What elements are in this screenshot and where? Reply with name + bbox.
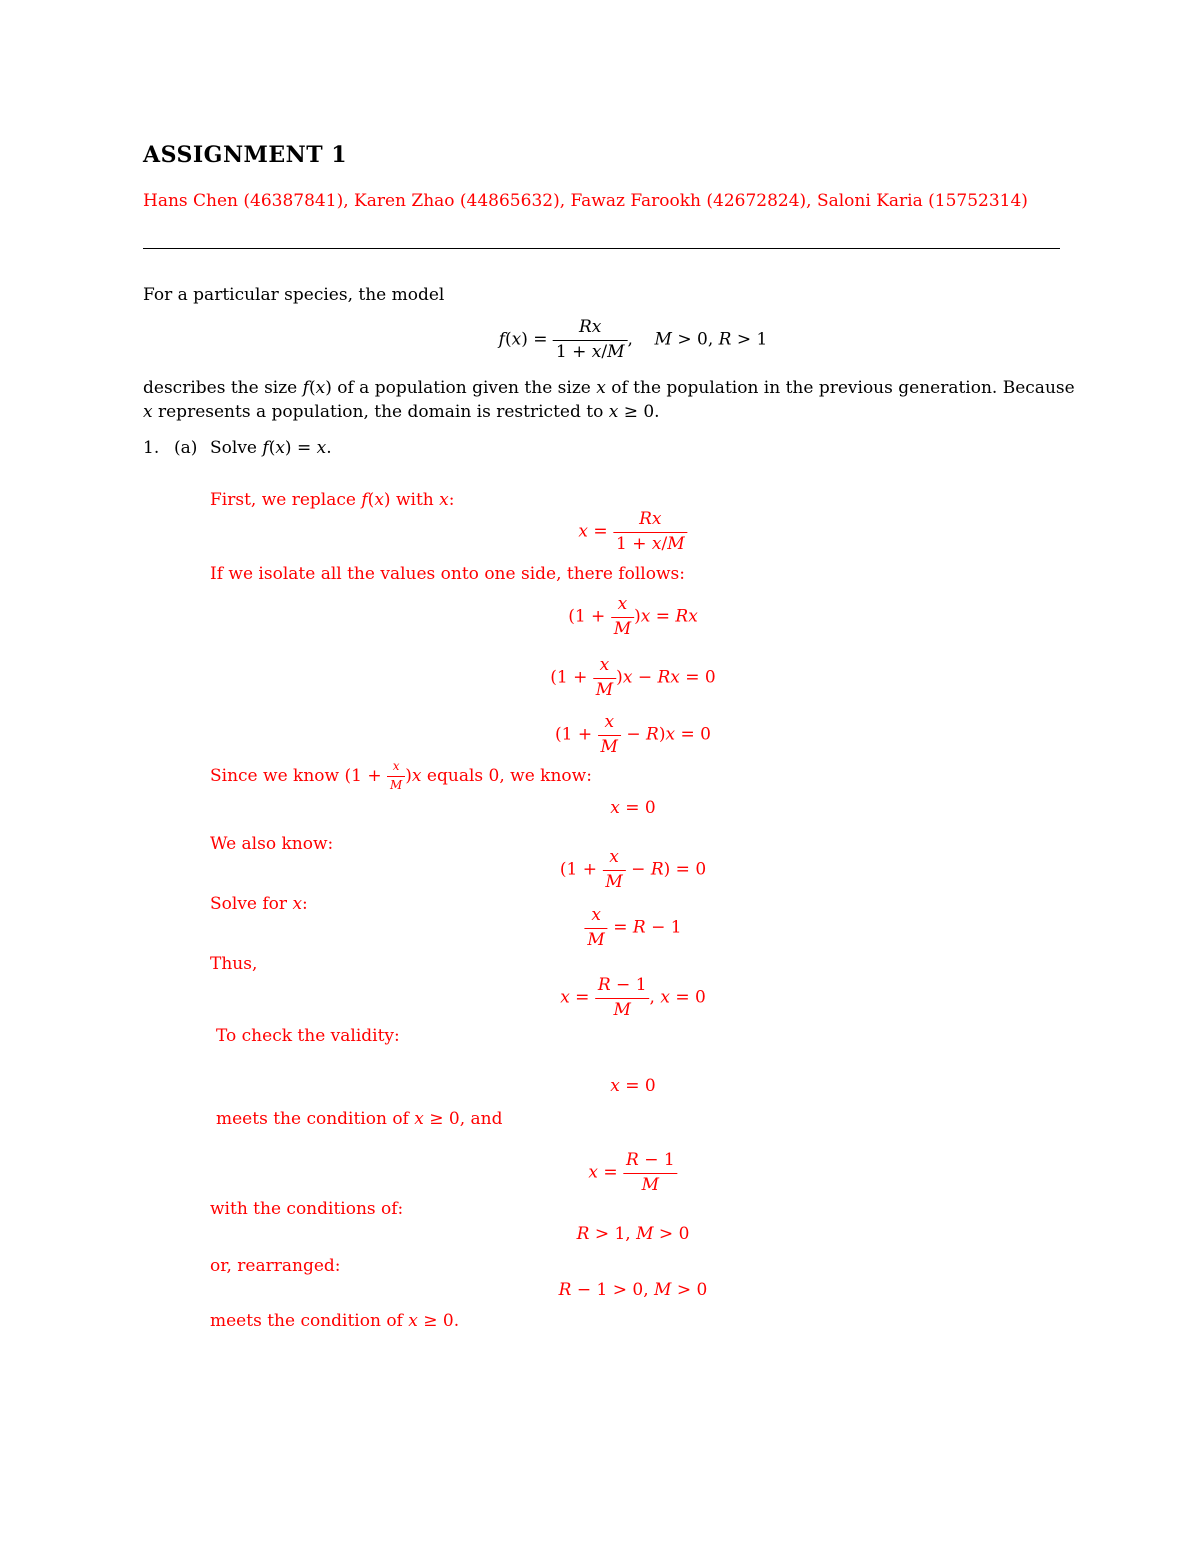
- equation-bracket-zero: (1 + $\frac{x}{M}$ − R) = 0: [559, 847, 707, 892]
- equation-conditions: R > 1, M > 0: [576, 1224, 690, 1244]
- solution-step-8: meets the condition of x ≥ 0, and: [216, 1109, 503, 1129]
- solution-step-1: First, we replace f(x) with x:: [210, 490, 455, 510]
- question-part: (a): [174, 438, 198, 458]
- equation-x-equals-model: x = $\frac{Rx}{1 + x/M}$: [578, 510, 687, 554]
- equation-x-zero-1: x = 0: [610, 798, 656, 818]
- page-title: ASSIGNMENT 1: [143, 142, 348, 168]
- question-number: 1.: [143, 438, 160, 458]
- equation-rearranged: R − 1 > 0, M > 0: [558, 1280, 708, 1300]
- equation-solutions: x = $\frac{R - 1}{M}$ , x = 0: [560, 975, 706, 1020]
- intro-lead: For a particular species, the model: [143, 285, 445, 305]
- equation-x-over-m: $\frac{x}{M}$ = R − 1: [584, 906, 681, 950]
- equation-x-zero-2: x = 0: [610, 1076, 656, 1096]
- solution-step-4: We also know:: [210, 834, 334, 854]
- question-text: Solve f(x) = x.: [210, 438, 332, 458]
- equation-isolate-2: (1 + $\frac{x}{M}$ )x − Rx = 0: [550, 655, 716, 700]
- equation-x-r-minus-1: x = $\frac{R - 1}{M}$: [588, 1151, 677, 1195]
- solution-step-9: with the conditions of:: [210, 1199, 404, 1219]
- solution-step-5: Solve for x:: [210, 894, 308, 914]
- equation-isolate-1: (1 + $\frac{x}{M}$ )x = Rx: [568, 594, 698, 639]
- horizontal-rule: [143, 248, 1060, 249]
- solution-step-6: Thus,: [210, 954, 258, 974]
- solution-step-2: If we isolate all the values onto one side, there follows:: [210, 564, 685, 584]
- model-equation: f(x) = $\frac{Rx}{1 + x/M}$ , M > 0, R > 1: [498, 317, 768, 362]
- intro-line-1: describes the size f(x) of a population given the size x of the population in the previous generation. Because: [143, 378, 1075, 398]
- intro-line-2: x represents a population, the domain is restricted to x ≥ 0.: [143, 402, 660, 422]
- solution-step-10: or, rearranged:: [210, 1256, 341, 1276]
- solution-step-11: meets the condition of x ≥ 0.: [210, 1311, 460, 1331]
- equation-isolate-3: (1 + $\frac{x}{M}$ − R)x = 0: [555, 712, 711, 757]
- solution-step-7: To check the validity:: [216, 1026, 400, 1046]
- solution-step-3: Since we know (1 + $\frac{x}{M}$ )x equals 0, we know:: [210, 759, 592, 792]
- author-list: Hans Chen (46387841), Karen Zhao (44865632), Fawaz Farookh (42672824), Saloni Karia (15752314): [143, 191, 1028, 211]
